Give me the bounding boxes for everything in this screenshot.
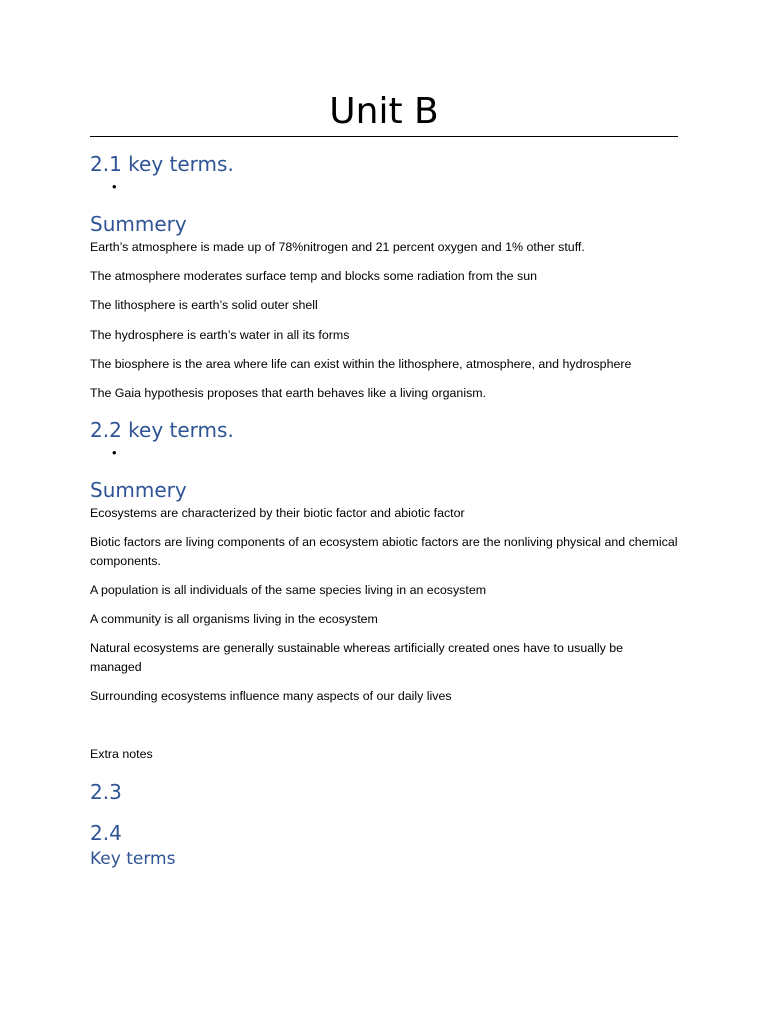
section-2-3-heading: 2.3: [90, 780, 122, 804]
section-2-2-heading: 2.2 key terms.: [90, 418, 234, 442]
key-terms-heading: Key terms: [90, 849, 176, 869]
section-2-2-bullet: •: [112, 445, 117, 460]
title-underline: [90, 136, 678, 137]
section-2-1-paragraph: The biosphere is the area where life can exist within the lithosphere, atmosphere, and hydrosphere: [90, 357, 632, 371]
section-2-2-paragraph: Ecosystems are characterized by their biotic factor and abiotic factor: [90, 506, 465, 520]
section-2-1-paragraph: The atmosphere moderates surface temp and blocks some radiation from the sun: [90, 269, 537, 283]
section-2-1-bullet: •: [112, 179, 117, 194]
document-page: [90, 0, 678, 1024]
section-2-2-paragraph: Surrounding ecosystems influence many aspects of our daily lives: [90, 689, 452, 703]
section-2-2-paragraph: A community is all organisms living in the ecosystem: [90, 612, 378, 626]
section-2-1-heading: 2.1 key terms.: [90, 152, 234, 176]
section-2-1-paragraph: The Gaia hypothesis proposes that earth behaves like a living organism.: [90, 386, 487, 400]
section-2-1-paragraph: The hydrosphere is earth’s water in all its forms: [90, 328, 350, 342]
section-2-2-paragraph: A population is all individuals of the same species living in an ecosystem: [90, 583, 487, 597]
section-2-2-summary-heading: Summery: [90, 478, 187, 502]
document-title: Unit B: [329, 91, 439, 132]
extra-notes: Extra notes: [90, 747, 153, 761]
section-2-1-summary-heading: Summery: [90, 212, 187, 236]
section-2-2-paragraph: Biotic factors are living components of an ecosystem abiotic factors are the nonliving physical and chemical components.: [90, 535, 678, 568]
section-2-1-paragraph: The lithosphere is earth’s solid outer shell: [90, 298, 318, 312]
section-2-2-paragraph: Natural ecosystems are generally sustainable whereas artificially created ones have to usually be managed: [90, 641, 624, 674]
section-2-1-paragraph: Earth’s atmosphere is made up of 78%nitrogen and 21 percent oxygen and 1% other stuff.: [90, 240, 585, 254]
section-2-4-heading: 2.4: [90, 821, 122, 845]
